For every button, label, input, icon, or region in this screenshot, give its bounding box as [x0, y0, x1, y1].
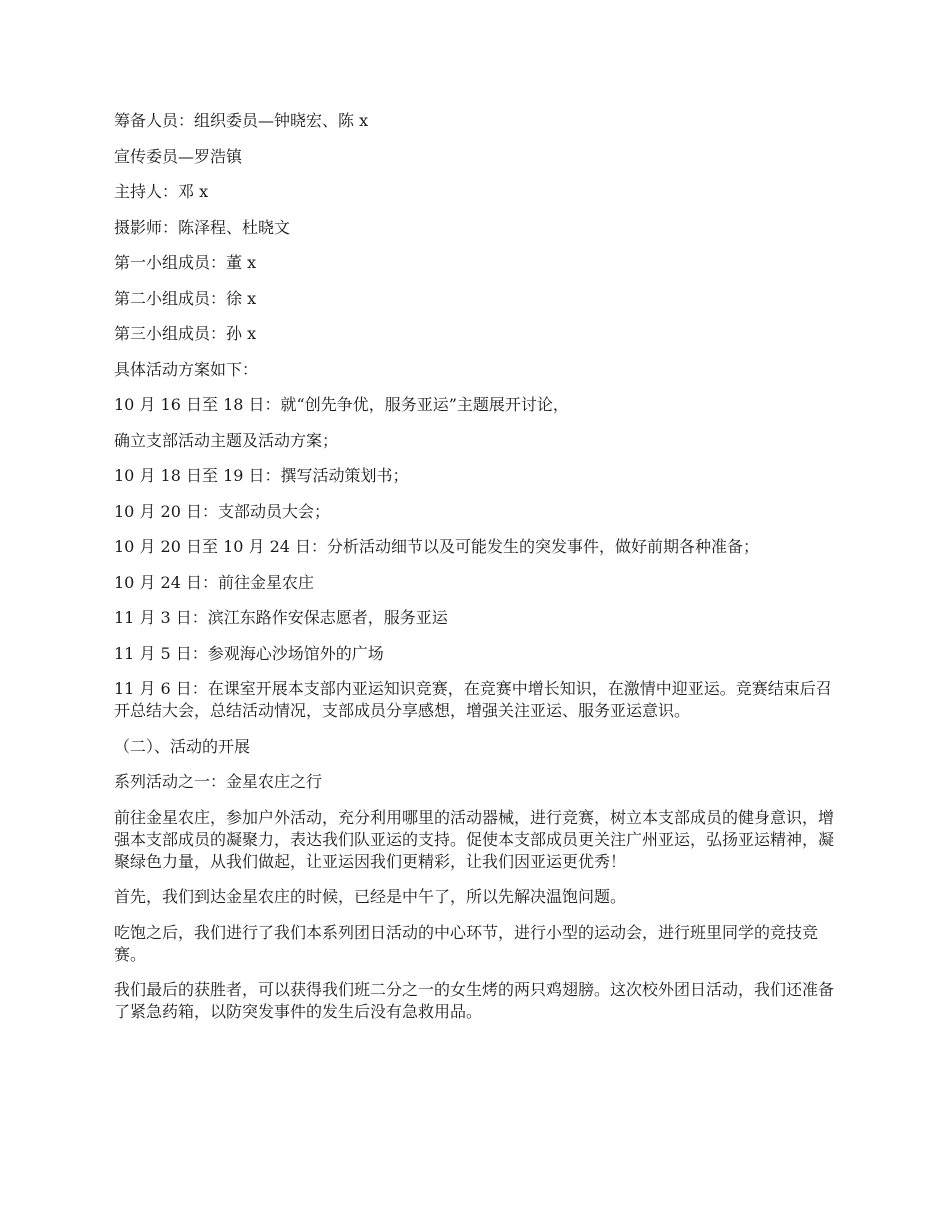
paragraph-winners: 我们最后的获胜者，可以获得我们班二分之一的女生烤的两只鸡翅膀。这次校外团日活动，我们还准备了紧急药箱，以防突发事件的发生后没有急救用品。 — [114, 980, 835, 1021]
paragraph-photographers: 摄影师：陈泽程、杜晓文 — [114, 217, 291, 237]
paragraph-arrival: 首先，我们到达金星农庄的时候，已经是中午了，所以先解决温饱问题。 — [114, 887, 627, 906]
paragraph-schedule-6: 11 月 3 日：滨江东路作安保志愿者，服务亚运 — [114, 608, 448, 627]
paragraph-schedule-1: 10 月 16 日至 18 日：就“创先争优，服务亚运”主题展开讨论， — [114, 395, 569, 414]
paragraph-activity-description: 前往金星农庄，参加户外活动，充分利用哪里的活动器械，进行竞赛，树立本支部成员的健身意识，增强本支部成员的凝聚力，表达我们队亚运的支持。促使本支部成员更关注广州亚运，弘扬亚运精神，凝聚绿色力量，从我们做起，让亚运因我们更精彩，让我们因亚运更优秀！ — [114, 807, 835, 871]
paragraph-host: 主持人：邓 x — [114, 182, 209, 201]
paragraph-schedule-8: 11 月 6 日：在课室开展本支部内亚运知识竞赛，在竞赛中增长知识，在激情中迎亚运。竞赛结束后召开总结大会，总结活动情况，支部成员分享感想，增强关注亚运、服务亚运意识。 — [114, 679, 832, 720]
paragraph-group-two: 第二小组成员：徐 x — [114, 288, 257, 308]
paragraph-group-three: 第三小组成员：孙 x — [114, 324, 257, 343]
paragraph-publicity: 宣传委员—罗浩镇 — [114, 146, 243, 166]
paragraph-schedule-2: 10 月 18 日至 19 日：撰写活动策划书； — [114, 466, 409, 485]
paragraph-schedule-4: 10 月 20 日至 10 月 24 日：分析活动细节以及可能发生的突发事件，做好前期各种准备； — [114, 537, 760, 556]
activity-heading: 系列活动之一：金星农庄之行 — [114, 772, 323, 791]
paragraph-schedule-5: 10 月 24 日：前往金星农庄 — [114, 572, 314, 592]
paragraph-plan-intro: 具体活动方案如下： — [114, 359, 259, 379]
paragraph-schedule-7: 11 月 5 日：参观海心沙场馆外的广场 — [114, 643, 384, 663]
paragraph-schedule-3: 10 月 20 日：支部动员大会； — [114, 501, 330, 521]
paragraph-schedule-1-cont: 确立支部活动主题及活动方案； — [114, 430, 339, 450]
paragraph-organizers: 筹备人员：组织委员—钟晓宏、陈 x — [114, 111, 369, 130]
document-page — [114, 110, 844, 1037]
section-heading: （二）、活动的开展 — [114, 736, 251, 756]
paragraph-sports-meet: 吃饱之后，我们进行了我们本系列团日活动的中心环节，进行小型的运动会，进行班里同学的竞技竞赛。 — [114, 922, 819, 964]
paragraph-group-one: 第一小组成员：董 x — [114, 253, 257, 272]
